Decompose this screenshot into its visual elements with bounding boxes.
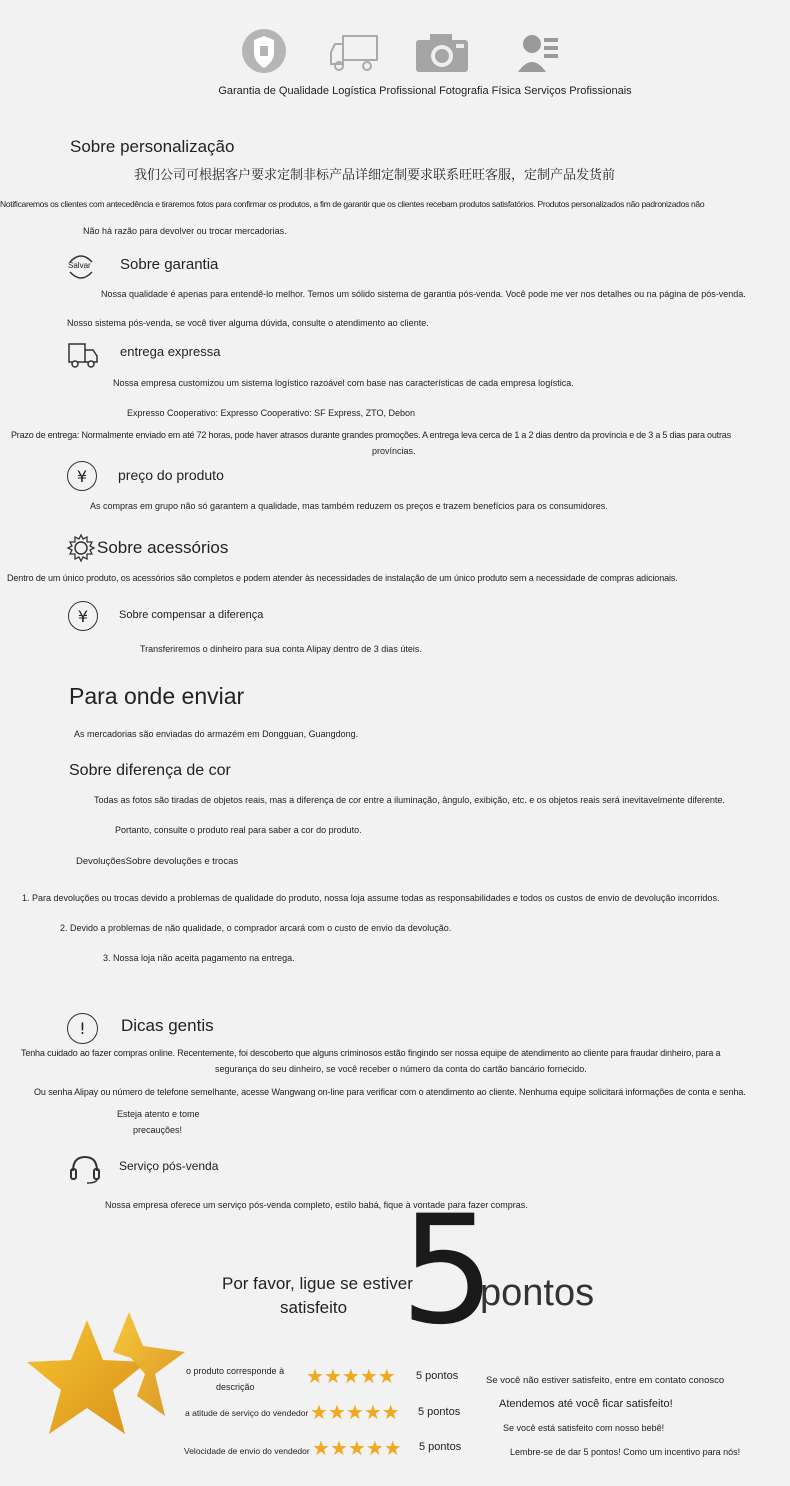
color-line2: Portanto, consulte o produto real para saber a cor do produto. [115,825,362,835]
rating-row1-label-b: descrição [216,1382,255,1392]
tips-line1a: Tenha cuidado ao fazer compras online. Recentemente, foi descoberto que alguns criminosos estão fingindo ser nossa equipe de atendimento ao cliente para fraudar dinheiro, para a [21,1048,721,1058]
star-icon: ★ [341,1364,360,1388]
color-title: Sobre diferença de cor [69,762,231,779]
tips-title: Dicas gentis [121,1016,214,1035]
after-sale-title: Serviço pós-venda [119,1159,219,1173]
custom-line1: Notificaremos os clientes com antecedência e tiraremos fotos para confirmar os produtos, a fim de garantir que os clientes recebam produtos satisfatórios. Produtos personalizados não padronizados não [0,199,705,209]
star-icon: ★ [323,1364,342,1388]
star-icon: ★ [381,1400,400,1424]
rating-row1-label-a: o produto corresponde à [186,1366,285,1376]
truck-icon [329,32,381,79]
top-icon-labels: Garantia de Qualidade Logística Profissional Fotografia Física Serviços Profissionais [218,85,632,97]
rating-row2-stars [310,1402,400,1422]
rating-row2-score: 5 pontos [418,1406,461,1418]
star-icon: ★ [312,1436,330,1460]
rating-pontos: pontos [480,1272,595,1314]
warranty-title: Sobre garantia [120,256,219,273]
returns-title: DevoluçõesSobre devoluções e trocas [76,856,239,867]
headset-icon [69,1153,101,1190]
big-star-icon [25,1312,195,1452]
rating-big-five: 5 [400,1184,496,1358]
rating-row2-label: a atitude de serviço do vendedor [185,1408,309,1418]
gear-icon [66,533,96,568]
returns-item2: 2. Devido a problemas de não qualidade, o comprador arcará com o custo de envio da devolução. [60,923,452,933]
custom-line2: Não há razão para devolver ou trocar mercadorias. [83,226,287,236]
star-icon: ★ [359,1364,378,1388]
returns-item3: 3. Nossa loja não aceita pagamento na entrega. [103,953,295,963]
rating-row3-label: Velocidade de envio do vendedor [184,1446,310,1456]
tips-line3a: Esteja atento e tome [117,1109,200,1119]
yen-icon: ¥ [67,461,97,491]
express-line3a: Prazo de entrega: Normalmente enviado em até 72 horas, pode haver atrasos durante grandes promoções. A entrega leva cerca de 1 a 2 dias dentro da província e de 3 a 5 dias para outras [11,430,731,440]
warranty-line2: Nosso sistema pós-venda, se você tiver alguma dúvida, consulte o atendimento ao cliente. [67,318,429,328]
ship-line1: As mercadorias são enviadas do armazém em Dongguan, Guangdong. [74,729,359,739]
price-title: preço do produto [118,467,224,483]
rating-row1-stars [306,1366,396,1386]
star-icon: ★ [306,1364,324,1388]
express-title: entrega expressa [120,344,221,359]
warranty-line1: Nossa qualidade é apenas para entendê-lo melhor. Temos um sólido sistema de garantia pós-venda. Você pode me ver nos detalhes ou na página de pós-venda. [101,289,746,299]
delivery-truck-icon [67,342,99,373]
star-icon: ★ [345,1400,364,1424]
person-icon [518,32,562,79]
rating-right1: Se você não estiver satisfeito, entre em contato conosco [486,1375,725,1386]
tips-line3b: precauções! [133,1125,183,1135]
star-icon: ★ [377,1364,396,1388]
star-icon: ★ [347,1436,366,1460]
star-icon: ★ [327,1400,346,1424]
returns-item1: 1. Para devoluções ou trocas devido a problemas de qualidade do produto, nossa loja assume todas as responsabilidades e todos os custos de envio de devolução incorridos. [22,893,720,903]
rating-row3-stars [312,1438,402,1458]
star-icon: ★ [310,1400,328,1424]
shield-icon [241,26,287,81]
rating-please-a: Por favor, ligue se estiver [222,1274,413,1293]
accessories-title: Sobre acessórios [97,538,229,557]
tips-line1b: segurança do seu dinheiro, se você receber o número da conta do cartão bancário fornecido. [215,1064,587,1074]
compensate-line1: Transferiremos o dinheiro para sua conta Alipay dentro de 3 dias úteis. [140,644,422,654]
camera-icon [414,30,470,81]
express-line3b: províncias. [372,446,416,456]
rating-please-b: satisfeito [280,1298,348,1317]
accessories-line1: Dentro de um único produto, os acessórios são completos e podem atender às necessidades de instalação de um único produto sem a necessidade de compras adicionais. [7,573,678,583]
star-icon: ★ [383,1436,402,1460]
compensate-title: Sobre compensar a diferença [119,609,264,621]
rating-row3-score: 5 pontos [419,1441,462,1453]
rating-right3: Se você está satisfeito com nosso bebê! [503,1423,665,1433]
exclamation-icon: ! [67,1013,98,1044]
star-icon: ★ [363,1400,382,1424]
custom-chinese: 我们公司可根据客户要求定制非标产品详细定制要求联系旺旺客服，定制产品发货前 [134,168,616,183]
warranty-icon-label: Salvar [68,261,91,270]
color-line1: Todas as fotos são tiradas de objetos reais, mas a diferença de cor entre a iluminação, ângulo, exibição, etc. e os objetos reais será inevitavelmente diferente. [94,795,725,805]
rating-right4: Lembre-se de dar 5 pontos! Como um incentivo para nós! [510,1447,741,1457]
price-line1: As compras em grupo não só garantem a qualidade, mas também reduzem os preços e trazem benefícios para os consumidores. [90,501,608,511]
tips-line2: Ou senha Alipay ou número de telefone semelhante, acesse Wangwang on-line para verificar com o atendimento ao cliente. Nenhuma equipe solicitará informações de conta e senha. [34,1087,746,1097]
custom-title: Sobre personalização [70,137,235,156]
rating-right2: Atendemos até você ficar satisfeito! [499,1398,673,1410]
star-icon: ★ [329,1436,348,1460]
rating-row1-score: 5 pontos [416,1370,459,1382]
after-sale-line1: Nossa empresa oferece um serviço pós-venda completo, estilo babá, fique à vontade para fazer compras. [105,1200,528,1210]
express-line2: Expresso Cooperativo: Expresso Cooperativo: SF Express, ZTO, Debon [127,408,415,418]
yen-circle-icon: ¥ [68,601,98,631]
ship-title: Para onde enviar [69,683,245,709]
star-icon: ★ [365,1436,384,1460]
express-line1: Nossa empresa customizou um sistema logístico razoável com base nas características de cada empresa logística. [113,378,574,388]
